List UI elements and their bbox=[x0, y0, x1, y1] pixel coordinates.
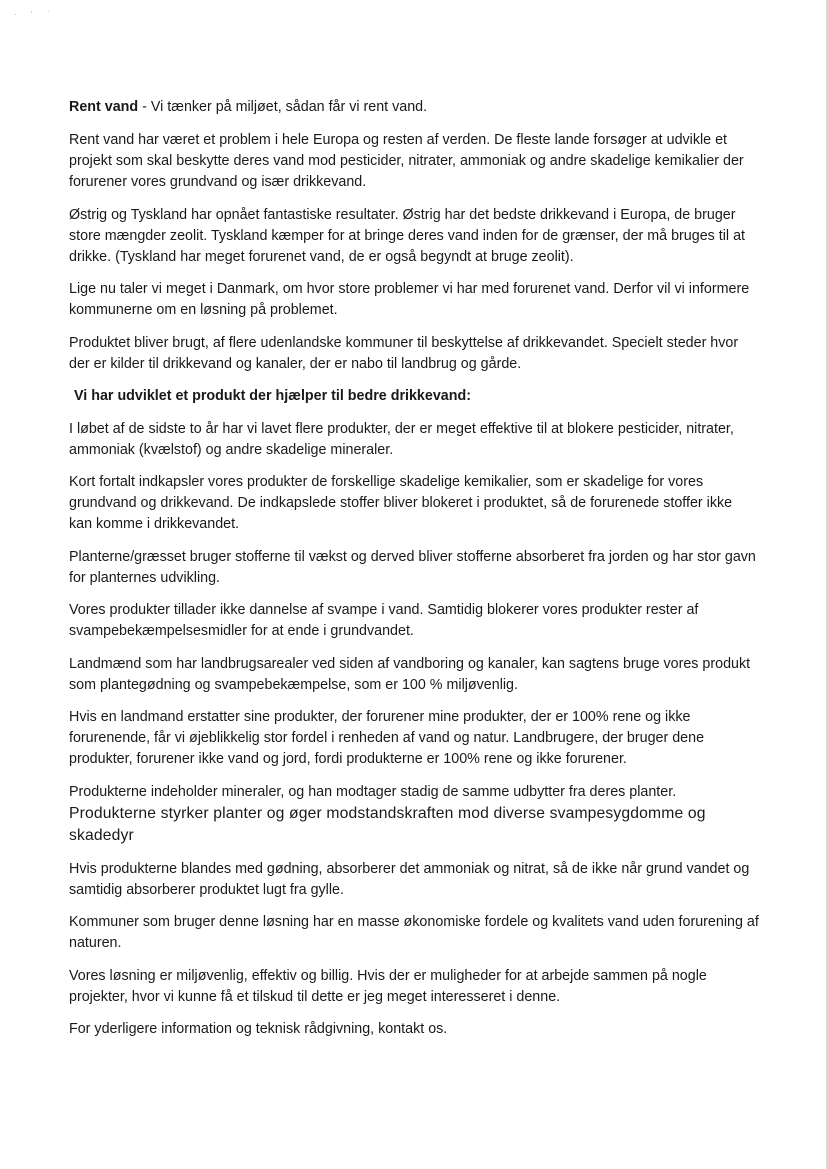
paragraph-13: Kommuner som bruger denne løsning har en masse økonomiske fordele og kvalitets vand uden forurening af naturen. bbox=[69, 914, 759, 951]
title-rest: - Vi tænker på miljøet, sådan får vi rent vand. bbox=[138, 99, 428, 115]
paragraph-10: Hvis en landmand erstatter sine produkter, der forurener mine produkter, der er 100% rene og ikke forurenende, får vi øjeblikkelig stor fordel i renheden af vand og natur. Landbrugere, der bruger dene produkter, forurener ikke vand og jord, fordi produkterne er 100% rene og ikke forurener. bbox=[69, 709, 705, 767]
letter-body bbox=[69, 97, 759, 1052]
paragraph-3: Lige nu taler vi meget i Danmark, om hvor store problemer vi har med forurenet vand. Derfor vil vi informere kommunerne om en løsning på problemet. bbox=[69, 281, 750, 318]
paragraph-11-part-b: Produkterne styrker planter og øger modstandskraften mod diverse svampesygdomme og skadedyr bbox=[69, 804, 706, 844]
paragraph-11 bbox=[69, 782, 759, 847]
paragraph-14: Vores løsning er miljøvenlig, effektiv og billig. Hvis der er muligheder for at arbejde sammen på nogle projekter, hvor vi kunne få et tilskud til dette er jeg meget interesseret i denne. bbox=[69, 967, 707, 1005]
paragraph-4: Produktet bliver brugt, af flere udenlandske kommuner til beskyttelse af drikkevandet. Specielt steder hvor der er kilder til drikkevand og kanaler, der er nabo til landbrug og gårde. bbox=[69, 334, 739, 372]
paragraph-7: Planterne/græsset bruger stofferne til vækst og derved bliver stofferne absorberet fra jorden og har stor gavn for planternes udvikling. bbox=[69, 548, 756, 586]
paragraph-5: I løbet af de sidste to år har vi lavet flere produkter, der er meget effektive til at blokere pesticider, nitrater, ammoniak (kvælstof) og andre skadelige mineraler. bbox=[69, 420, 734, 458]
paragraph-2: Østrig og Tyskland har opnået fantastiske resultater. Østrig har det bedste drikkevand i Europa, de bruger store mængder zeolit. Tyskland kæmper for at bringe deres vand inden for de grænser, der må bruges til at drikke. (Tyskland har meget forurenet vand, de er også begyndt at bruge zeolit). bbox=[69, 206, 746, 265]
paragraph-8: Vores produkter tillader ikke dannelse af svampe i vand. Samtidig blokerer vores produkter rester af svampebekæmpelsesmidler for at ende i grundvandet. bbox=[69, 602, 699, 639]
title-bold: Rent vand bbox=[69, 99, 139, 115]
paragraph-12: Hvis produkterne blandes med gødning, absorberer det ammoniak og nitrat, så de ikke når grund vandet og samtidig absorberer produktet lugt fra gylle. bbox=[69, 860, 750, 898]
paragraph-11-part-a: Produkterne indeholder mineraler, og han modtager stadig de samme udbytter fra deres planter. bbox=[69, 783, 677, 800]
paragraph-15: For yderligere information og teknisk rådgivning, kontakt os. bbox=[69, 1021, 448, 1037]
paragraph-1: Rent vand har været et problem i hele Europa og resten af verden. De fleste lande forsøger at udvikle et projekt som skal beskytte deres vand mod pesticider, nitrater, ammoniak og andre skadelige kemikalier der forurener vores grundvand og især drikkevand. bbox=[69, 132, 744, 190]
subheading: Vi har udviklet et produkt der hjælper til bedre drikkevand: bbox=[74, 388, 471, 404]
paragraph-9: Landmænd som har landbrugsarealer ved siden af vandboring og kanaler, kan sagtens bruge vores produkt som plantegødning og svampebekæmpelse, som er 100 % miljøvenlig. bbox=[69, 655, 751, 693]
paragraph-6: Kort fortalt indkapsler vores produkter de forskellige skadelige kemikalier, som er skadelige for vores grundvand og drikkevand. De indkapslede stoffer bliver blokeret i produktet, så de forurenede stoffer ikke kan komme i drikkevandet. bbox=[69, 474, 733, 532]
scan-marks: · ‘ ˋ bbox=[14, 10, 56, 19]
document-title bbox=[69, 97, 759, 118]
